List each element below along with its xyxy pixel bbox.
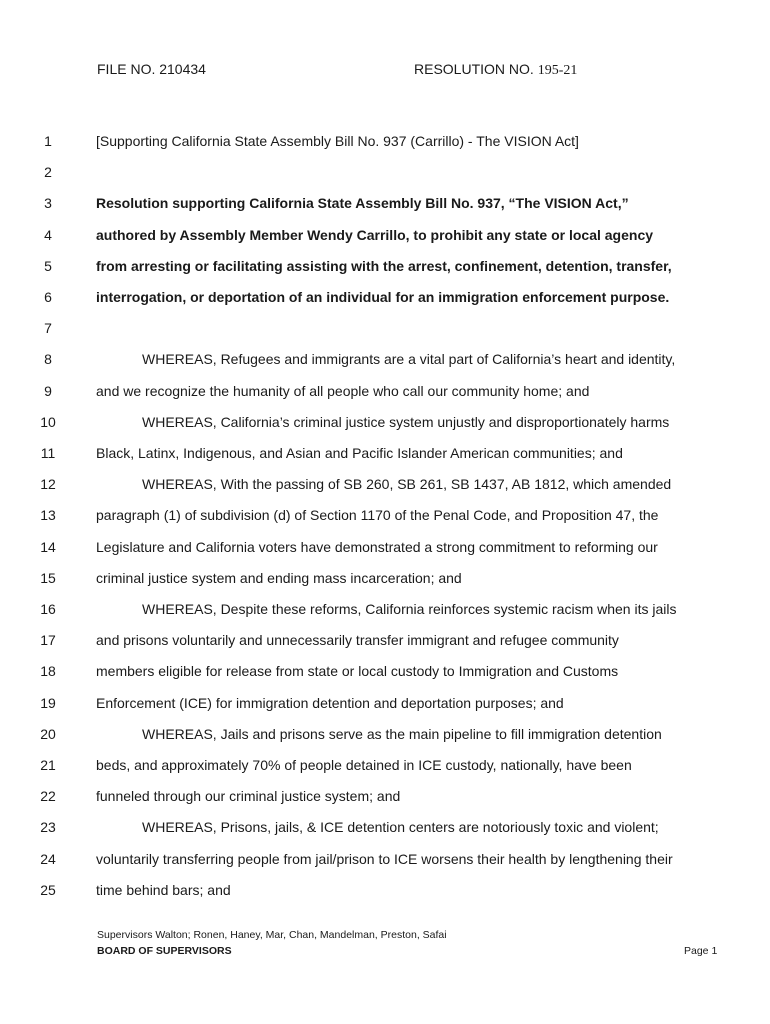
line-text: paragraph (1) of subdivision (d) of Section 1170 of the Penal Code, and Proposition 47, the — [96, 507, 659, 524]
line-number: 14 — [40, 538, 56, 555]
line-number: 17 — [40, 632, 56, 649]
line-number: 7 — [44, 320, 52, 337]
document-line — [0, 256, 770, 278]
line-number: 2 — [44, 164, 52, 181]
line-number: 16 — [40, 601, 56, 617]
document-line — [0, 786, 770, 808]
document-line — [0, 131, 770, 153]
line-text: WHEREAS, Despite these reforms, California reinforces systemic racism when its jails — [142, 601, 677, 617]
line-text: beds, and approximately 70% of people detained in ICE custody, nationally, have been — [96, 757, 632, 773]
document-line — [0, 568, 770, 590]
line-text: members eligible for release from state or local custody to Immigration and Customs — [96, 663, 619, 680]
line-number: 15 — [40, 569, 56, 586]
line-text: WHEREAS, With the passing of SB 260, SB 261, SB 1437, AB 1812, which amended — [142, 476, 672, 493]
document-line — [0, 505, 770, 527]
line-text: interrogation, or deportation of an individual for an immigration enforcement purpose. — [96, 289, 670, 305]
line-text: Resolution supporting California State Assembly Bill No. 937, “The VISION Act,” — [96, 195, 629, 212]
document-line — [0, 318, 770, 340]
document-line — [0, 630, 770, 652]
line-number: 23 — [40, 819, 56, 836]
line-text: criminal justice system and ending mass incarceration; and — [96, 569, 462, 586]
line-text: WHEREAS, Refugees and immigrants are a vital part of California’s heart and identity, — [142, 351, 676, 368]
document-line — [0, 287, 770, 309]
line-number: 3 — [44, 195, 52, 212]
line-number: 21 — [40, 757, 56, 773]
footer-board: BOARD OF SUPERVISORS — [97, 945, 232, 957]
line-number: 22 — [40, 788, 56, 805]
line-number: 20 — [40, 725, 56, 742]
line-number: 6 — [44, 289, 52, 305]
document-line — [0, 381, 770, 403]
line-number: 5 — [44, 257, 52, 274]
document-line — [0, 412, 770, 434]
line-number: 4 — [44, 226, 52, 243]
document-line — [0, 537, 770, 559]
resolution-label: RESOLUTION NO. — [414, 61, 534, 77]
line-number: 11 — [40, 445, 56, 461]
document-line — [0, 162, 770, 184]
line-text: WHEREAS, Prisons, jails, & ICE detention centers are notoriously toxic and violent; — [142, 819, 659, 836]
document-line — [0, 193, 770, 215]
line-text: [Supporting California State Assembly Bill No. 937 (Carrillo) - The VISION Act] — [96, 133, 579, 149]
line-text: and we recognize the humanity of all people who call our community home; and — [96, 382, 590, 399]
document-line — [0, 755, 770, 777]
document-line — [0, 443, 770, 465]
line-number: 19 — [40, 694, 56, 711]
line-text: WHEREAS, Jails and prisons serve as the main pipeline to fill immigration detention — [142, 725, 662, 742]
page-number: Page 1 — [684, 945, 718, 957]
document-line — [0, 817, 770, 839]
resolution-number-heading — [414, 61, 577, 79]
line-number: 8 — [44, 351, 52, 368]
line-number: 25 — [40, 881, 56, 898]
line-number: 1 — [44, 133, 52, 149]
document-line — [0, 724, 770, 746]
line-number: 13 — [40, 507, 56, 524]
document-line — [0, 880, 770, 902]
line-text: and prisons voluntarily and unnecessarily transfer immigrant and refugee community — [96, 632, 619, 649]
document-line — [0, 849, 770, 871]
line-text: time behind bars; and — [96, 881, 231, 898]
document-line — [0, 349, 770, 371]
line-number: 18 — [40, 663, 56, 680]
file-number: FILE NO. 210434 — [97, 61, 206, 77]
line-text: Enforcement (ICE) for immigration detention and deportation purposes; and — [96, 694, 564, 711]
document-line — [0, 599, 770, 621]
line-text: voluntarily transferring people from jail/prison to ICE worsens their health by lengthening their — [96, 850, 673, 867]
document-line — [0, 661, 770, 683]
line-text: WHEREAS, California’s criminal justice system unjustly and disproportionately harms — [142, 413, 670, 430]
line-number: 9 — [44, 382, 52, 399]
document-line — [0, 225, 770, 247]
resolution-number: 195-21 — [537, 63, 578, 78]
line-number: 24 — [40, 850, 56, 867]
line-number: 12 — [40, 476, 56, 493]
document-line — [0, 474, 770, 496]
line-text: from arresting or facilitating assisting with the arrest, confinement, detention, transfer, — [96, 257, 672, 274]
document-line — [0, 693, 770, 715]
line-text: Black, Latinx, Indigenous, and Asian and Pacific Islander American communities; and — [96, 445, 623, 461]
line-text: authored by Assembly Member Wendy Carrillo, to prohibit any state or local agency — [96, 226, 654, 243]
line-number: 10 — [40, 413, 56, 430]
footer-supervisors: Supervisors Walton; Ronen, Haney, Mar, Chan, Mandelman, Preston, Safai — [97, 929, 447, 941]
line-text: Legislature and California voters have demonstrated a strong commitment to reforming our — [96, 538, 658, 555]
line-text: funneled through our criminal justice system; and — [96, 788, 401, 805]
